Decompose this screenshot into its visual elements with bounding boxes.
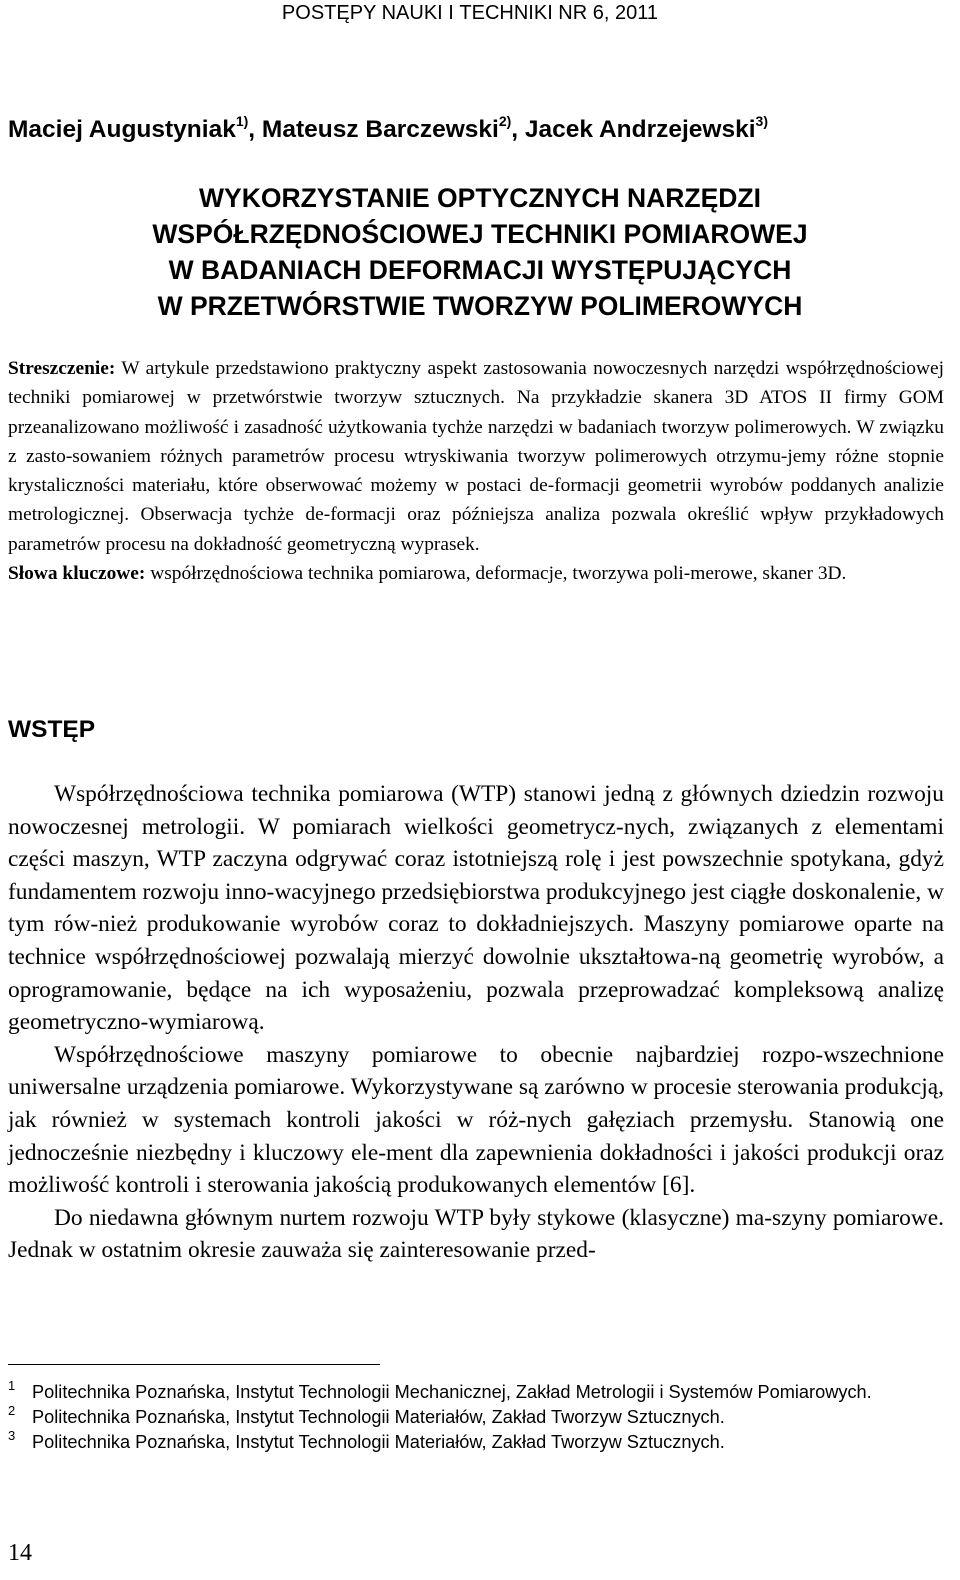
title-line: WSPÓŁRZĘDNOŚCIOWEJ TECHNIKI POMIAROWEJ xyxy=(152,219,808,249)
journal-part-c: AUKI I xyxy=(396,2,460,24)
journal-part-a: OSTĘPY xyxy=(295,2,382,24)
affiliation-mark: 3) xyxy=(755,113,768,129)
footnote xyxy=(8,1430,950,1455)
footnote-number: 2 xyxy=(8,1403,16,1418)
author-name: Mateusz Barczewski xyxy=(261,116,499,143)
page-number: 14 xyxy=(8,1540,32,1566)
abstract-text: W artykule przedstawiono praktyczny aspekt zastosowania nowoczesnych narzędzi współrzędnościowej techniki pomiarowej w przetwórstwie tworzyw sztucznych. Na przykładzie skanera 3D ATOS II firmy GOM przeanalizowano możliwość i zasadność użytkowania tychże narzędzi w badaniach tworzyw polimerowych. W związku z zasto-sowaniem różnych parametrów procesu wtryskiwania tworzyw polimerowych otrzymu-jemy różne stopnie krystaliczności materiału, które obserwować możemy w postaci de-formacji geometrii wyrobów poddanych analizie metrologicznej. Obserwacja tychże de-formacji oraz późniejsza analiza pozwala określić wpływ przykładowych parametrów procesu na dokładność geometryczną wyprasek. xyxy=(8,358,944,555)
author-separator: , xyxy=(511,116,525,143)
body-paragraph: Do niedawna głównym nurtem rozwoju WTP były stykowe (klasyczne) ma-szyny pomiarowe. Jednak w ostatnim okresie zauważa się zainteresowanie przed- xyxy=(8,1204,944,1264)
abstract-label: Streszczenie: xyxy=(8,358,116,379)
abstract-paragraph xyxy=(8,354,944,559)
journal-part-e: ECHNIKI NR xyxy=(471,2,593,24)
body-paragraph: Współrzędnościowa technika pomiarowa (WTP) stanowi jedną z głównych dziedzin rozwoju nowoczesnej metrologii. W pomiarach wielkości geometrycz-nych, związanych z elementami części maszyn, WTP zaczyna odgrywać coraz istotniejszą rolę i jest powszechnie spotykana, gdyż fundamentem rozwoju inno-wacyjnego przedsiębiorstwa produkcyjnego jest ciągłe doskonalenie, w tym rów-nież produkowanie wyrobów coraz to dokładniejszych. Maszyny pomiarowe oparte na technice współrzędnościowej pozwalają mierzyć dowolnie ukształtowa-ną geometrię wyrobów, a oprogramowanie, będące na ich wyposażeniu, pozwala przeprowadzać kompleksową analizę geometryczno-wymiarową. xyxy=(8,781,944,1036)
journal-part-b: N xyxy=(381,2,397,24)
footnote-number: 3 xyxy=(8,1428,16,1443)
author-separator: , xyxy=(248,116,262,143)
footnote-text: Politechnika Poznańska, Instytut Technologii Materiałów, Zakład Tworzyw Sztucznych. xyxy=(32,1432,725,1452)
paper-title xyxy=(0,180,960,324)
author-name: Maciej Augustyniak xyxy=(8,116,236,143)
footnote-divider xyxy=(8,1364,380,1365)
keywords-text: współrzędnościowa technika pomiarowa, deformacje, tworzywa poli-merowe, skaner 3D. xyxy=(145,563,847,585)
footnote-number: 1 xyxy=(8,1378,16,1393)
journal-prefix: P xyxy=(281,2,296,24)
body-paragraph: Współrzędnościowe maszyny pomiarowe to obecnie najbardziej rozpo-wszechnione uniwersalne urządzenia pomiarowe. Wykorzystywane są zarówno w procesie sterowania produkcją, jak również w systemach kontroli jakości w róż-nych gałęziach przemysłu. Stanowią one jednocześnie niezbędny i kluczowy ele-ment dla zapewnienia dokładności i jakości produkcji oraz możliwość kontroli i sterowania jakością produkowanych elementów [6]. xyxy=(8,1041,944,1199)
affiliation-mark: 2) xyxy=(498,113,512,129)
author-name: Jacek Andrzejewski xyxy=(524,116,756,143)
title-line: W PRZETWÓRSTWIE TWORZYW POLIMEROWYCH xyxy=(157,291,803,321)
footnote-text: Politechnika Poznańska, Instytut Technologii Materiałów, Zakład Tworzyw Sztucznych. xyxy=(32,1407,725,1427)
body-text xyxy=(8,778,944,1267)
footnote xyxy=(8,1405,950,1430)
keywords-label: Słowa kluczowe: xyxy=(8,563,146,585)
running-header xyxy=(282,0,658,26)
author-list xyxy=(8,114,768,146)
journal-part-d: T xyxy=(459,2,472,24)
section-heading: WSTĘP xyxy=(8,716,96,743)
keywords-paragraph xyxy=(8,559,944,588)
title-line: WYKORZYSTANIE OPTYCZNYCH NARZĘDZI xyxy=(199,183,761,213)
footnote xyxy=(8,1380,950,1405)
abstract xyxy=(8,354,944,588)
footnote-text: Politechnika Poznańska, Instytut Technologii Mechanicznej, Zakład Metrologii i Systemów Pomiarowych. xyxy=(32,1382,872,1402)
affiliation-mark: 1) xyxy=(235,113,249,129)
journal-issue: 6, 2011 xyxy=(592,2,658,24)
title-line: W BADANIACH DEFORMACJI WYSTĘPUJĄCYCH xyxy=(168,255,792,285)
footnotes xyxy=(8,1380,950,1455)
